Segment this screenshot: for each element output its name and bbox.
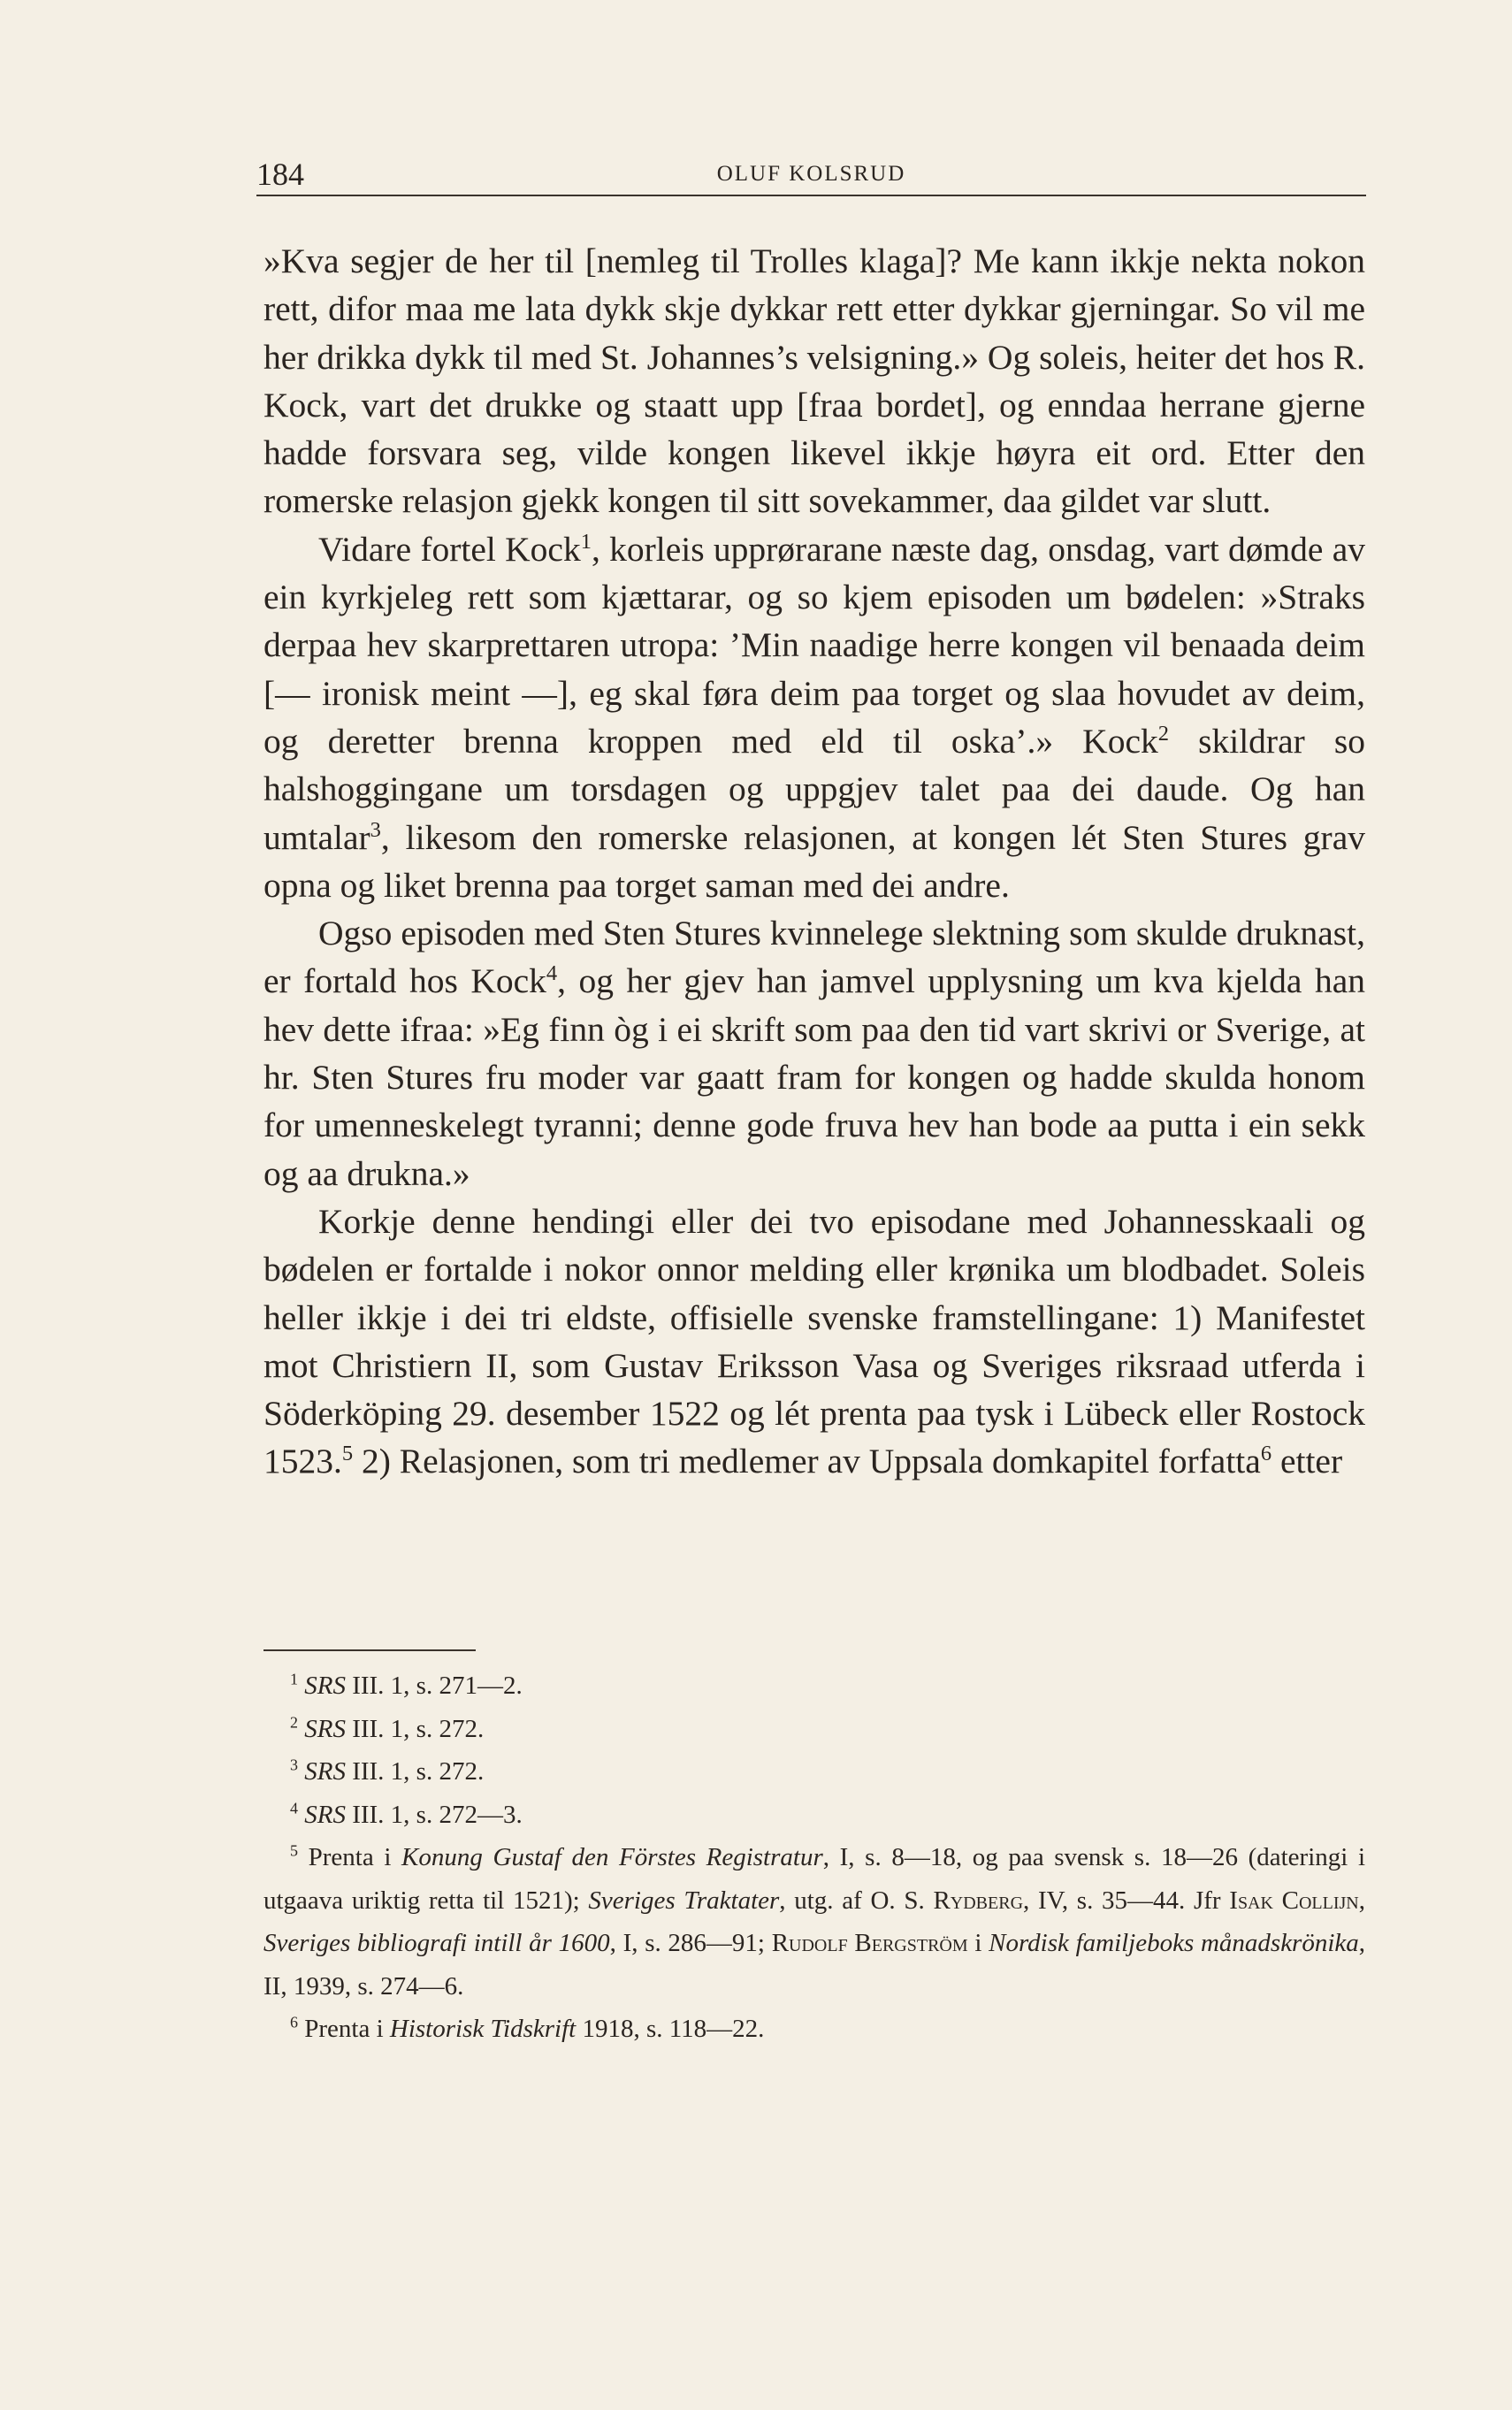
footnote-ref-6: 6 — [1260, 1442, 1272, 1466]
footnote-text: Prenta i — [297, 2015, 390, 2043]
paragraph-1 — [263, 237, 1365, 525]
footnote-text: III. 1, s. 272. — [345, 1714, 485, 1743]
paragraph-2-text: skildrar so halshoggingane um torsdagen og uppgjev talet paa dei daude. Og han umtalar — [263, 721, 1365, 857]
footnote-source-abbrev: SRS — [304, 1757, 346, 1786]
footnote-author: Isak Collijn — [1229, 1886, 1359, 1915]
paragraph-4-text: Korkje denne hendingi eller dei tvo episodane med Johannesskaali og bødelen er fortalde i nokor onnor melding eller krønika um blodbadet. Soleis heller ikkje i dei tri eldste, offisielle svenske framstellingane: 1) Manifestet mot Christiern II, som Gustav Eriksson Vasa og Sveriges riksraad utferda i Söderköping 29. desember 1522 og lét prenta paa tysk i Lübeck eller Rostock 1523. — [263, 1201, 1365, 1481]
footnote-title: Sveriges Traktater — [588, 1886, 780, 1915]
paragraph-2-text: , likesom den romerske relasjonen, at kongen lét Sten Stures grav opna og liket brenna paa torget saman med dei andre. — [263, 817, 1365, 905]
footnote-3 — [263, 1750, 1365, 1794]
footnote-number: 5 — [290, 1841, 298, 1860]
page-number: 184 — [256, 157, 304, 192]
running-head — [256, 154, 1366, 196]
paragraph-2-text: , korleis upprørarane næste dag, onsdag, vart dømde av ein kyrkjeleg rett som kjættarar, og so kjem episoden um bødelen: »Straks derpaa hev skarprettaren utropa: ’Min naadige herre kongen vil benaada deim [— ironisk meint —], eg skal føra deim paa torget og slaa hovudet av deim, og deretter brenna kroppen med eld til oska’.» Kock — [263, 529, 1365, 761]
paragraph-3-text: Ogso episoden med Sten Stures kvinnelege slektning som skulde druknast, er fortald hos Kock — [263, 914, 1365, 1001]
footnote-title: Historisk Tidskrift — [389, 2015, 577, 2043]
paragraph-2-text: Vidare fortel Kock — [318, 529, 581, 569]
footnote-text: III. 1, s. 272—3. — [345, 1800, 523, 1829]
footnote-number: 4 — [290, 1798, 298, 1817]
footnote-text: Prenta i — [297, 1843, 402, 1871]
footnote-title: Sveriges bibliografi intill år 1600 — [263, 1929, 610, 1957]
footnote-ref-3: 3 — [370, 817, 381, 842]
footnote-4 — [263, 1794, 1365, 1837]
footnote-source-abbrev: SRS — [304, 1672, 346, 1700]
footnotes — [263, 1664, 1365, 2051]
footnote-1 — [263, 1664, 1365, 1708]
footnote-ref-1: 1 — [580, 529, 592, 554]
footnote-title: Nordisk familjeboks månadskrönika — [989, 1929, 1359, 1957]
paragraph-4-text: etter — [1271, 1442, 1343, 1481]
paragraph-3 — [263, 909, 1365, 1197]
footnote-number: 2 — [290, 1712, 298, 1731]
footnote-text: III. 1, s. 271—2. — [345, 1672, 523, 1700]
footnote-title: Konung Gustaf den Förstes Registratur — [401, 1843, 823, 1871]
footnote-text: , II, 1939, s. 274—6. — [263, 1929, 1366, 2001]
footnote-text: , utg. af O. S. — [779, 1886, 934, 1915]
footnote-author: Rudolf Bergström — [771, 1929, 968, 1957]
footnote-2 — [263, 1708, 1365, 1751]
paragraph-4-text: 2) Relasjonen, som tri medlemer av Uppsala domkapitel forfatta — [353, 1442, 1261, 1481]
footnote-6 — [263, 2008, 1365, 2051]
footnote-number: 6 — [290, 2013, 298, 2031]
footnote-text: i — [967, 1929, 989, 1957]
paragraph-4 — [263, 1197, 1365, 1486]
footnote-ref-4: 4 — [546, 961, 558, 986]
footnote-author: Rydberg — [933, 1886, 1024, 1915]
footnote-ref-5: 5 — [341, 1442, 354, 1466]
paragraph-1-text: »Kva segjer de her til [nemleg til Trolles klaga]? Me kann ikkje nekta nokon rett, difor maa me lata dykk skje dykkar rett etter dykkar gjerningar. So vil me her drikka dykk til med St. Johannes’s velsigning.» Og soleis, heiter det hos R. Kock, vart det drukke og staatt upp [fraa bordet], og enndaa herrane gjerne hadde forsvara seg, vilde kongen likevel ikkje høyra eit ord. Etter den romerske relasjon gjekk kongen til sitt sovekammer, daa gildet var slutt. — [263, 241, 1365, 521]
paragraph-2 — [263, 525, 1365, 909]
footnote-source-abbrev: SRS — [304, 1714, 346, 1743]
footnote-text: 1918, s. 118—22. — [576, 2015, 765, 2043]
footnote-text: , I, s. 8—18, og paa svensk s. 18—26 (dateringi i utgaava uriktig retta til 1521); — [263, 1843, 1365, 1915]
footnote-text: , — [1358, 1886, 1366, 1915]
footnote-5 — [263, 1836, 1365, 2008]
footnote-ref-2: 2 — [1157, 721, 1169, 746]
footnote-text: , IV, s. 35—44. Jfr — [1023, 1886, 1230, 1915]
paragraph-3-text: , og her gjev han jamvel upplysning um kva kjelda han hev dette ifraa: »Eg finn òg i ei skrift som paa den tid vart skrivi or Sverige, at hr. Sten Stures fru moder var gaatt fram for kongen og hadde skulda honom for umenneskelegt tyranni; denne gode fruva hev han bode aa putta i ein sekk og aa drukna.» — [263, 961, 1365, 1193]
footnote-number: 3 — [290, 1756, 298, 1774]
footnote-text: , I, s. 286—91; — [609, 1929, 772, 1957]
footnote-source-abbrev: SRS — [304, 1800, 346, 1829]
footnote-number: 1 — [290, 1670, 298, 1688]
running-title: OLUF KOLSRUD — [716, 162, 906, 186]
footnote-text: III. 1, s. 272. — [345, 1757, 485, 1786]
footnote-divider — [263, 1649, 476, 1651]
body-text — [263, 237, 1365, 1486]
